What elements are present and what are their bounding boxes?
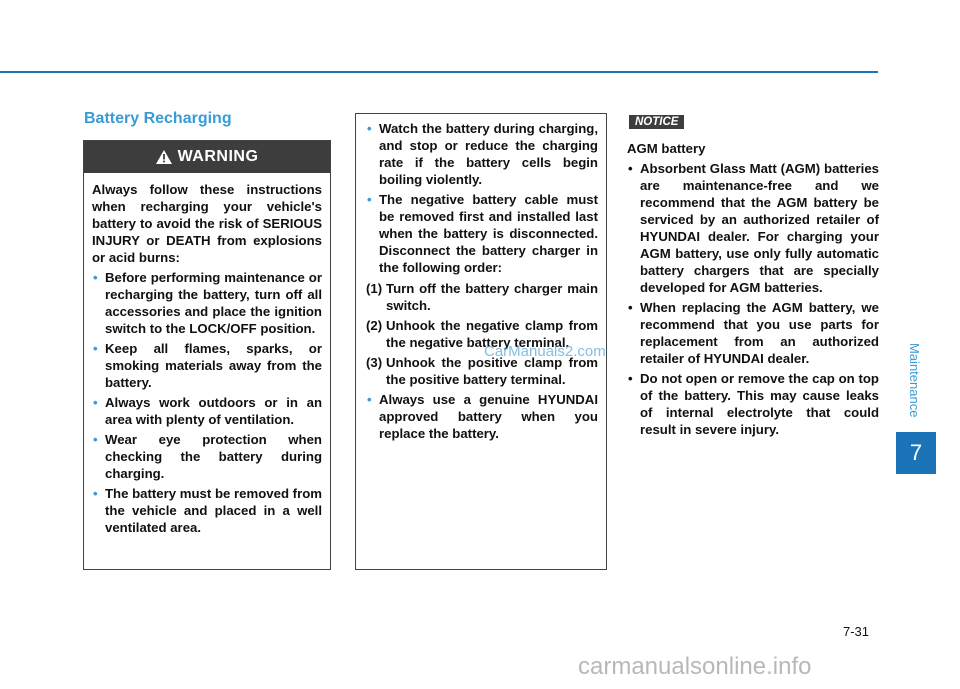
list-item: [92, 394, 322, 428]
list-item: [627, 370, 879, 438]
bullet-icon: •: [93, 432, 98, 447]
notice-heading: AGM battery: [627, 141, 706, 156]
header-rule: [0, 71, 878, 73]
list-item: [92, 485, 322, 536]
page-number: 7-31: [843, 624, 870, 639]
list-item: [627, 299, 879, 367]
list-item-text: The battery must be removed from the vehicle and placed in a well ventilated area.: [105, 486, 322, 535]
list-item-text: The negative battery cable must be removed first and installed last when the battery is disconnected. Disconnect the battery charger in the following order:: [379, 192, 598, 275]
bullet-icon: •: [628, 371, 633, 386]
list-item-text: Do not open or remove the cap on top of the battery. This may cause leaks of internal electrolyte that could result in severe injury.: [640, 371, 879, 437]
list-item: [92, 340, 322, 391]
list-item: [92, 269, 322, 337]
chapter-label: [906, 343, 926, 423]
list-item-text: Watch the battery during charging, and stop or reduce the charging rate if the battery cells begin boiling violently.: [379, 121, 598, 187]
list-item-text: Absorbent Glass Matt (AGM) batteries are maintenance-free and we recommend that the AGM battery be serviced by an authorized retailer of HYUNDAI dealer. For charging your AGM battery, use only fully automatic battery chargers that are specially developed for AGM batteries.: [640, 161, 879, 295]
list-item-text: Wear eye protection when checking the battery during charging.: [105, 432, 322, 481]
list-item: [92, 431, 322, 482]
bullet-icon: •: [628, 161, 633, 176]
warning-intro: Always follow these instructions when recharging your vehicle's battery to avoid the risk of SERIOUS INJURY or DEATH from explosions or acid burns:: [92, 182, 322, 265]
list-item: [366, 120, 598, 188]
chapter-tab: 7: [896, 432, 936, 474]
footer-watermark: carmanualsonline.info: [578, 653, 812, 680]
step-number: (3): [366, 355, 383, 370]
bullet-icon: •: [367, 392, 372, 407]
continuation-list-end: [366, 391, 598, 442]
list-item: [627, 160, 879, 296]
step-text: Unhook the negative clamp from the negative battery terminal.: [386, 318, 598, 350]
chapter-label-text: Maintenance: [907, 343, 922, 418]
step-text: Unhook the positive clamp from the positive battery terminal.: [386, 355, 598, 387]
bullet-icon: •: [93, 486, 98, 501]
step-item: [366, 280, 598, 314]
bullet-icon: •: [93, 395, 98, 410]
list-item-text: Always use a genuine HYUNDAI approved battery when you replace the battery.: [379, 392, 598, 441]
notice-content: [627, 140, 879, 438]
list-item: [366, 391, 598, 442]
warning-header: [84, 141, 330, 173]
warning-label: WARNING: [177, 148, 259, 165]
list-item: [366, 191, 598, 276]
list-item-text: When replacing the AGM battery, we recommend that you use parts for replacement from an authorized retailer of HYUNDAI dealer.: [640, 300, 879, 366]
continuation-list: [366, 120, 598, 276]
notice-list: [627, 160, 879, 438]
list-item-text: Keep all flames, sparks, or smoking materials away from the battery.: [105, 341, 322, 390]
inline-watermark: CarManuals2.com: [484, 343, 606, 360]
warning-body: [84, 173, 330, 536]
warning-triangle-icon: [156, 150, 172, 164]
bullet-icon: •: [93, 341, 98, 356]
warning-box: [83, 140, 331, 570]
step-number: (2): [366, 318, 383, 333]
list-item-text: Before performing maintenance or recharging the battery, turn off all accessories and place the ignition switch to the LOCK/OFF position.: [105, 270, 322, 336]
warning-list: [92, 269, 322, 536]
warning-continuation-box: [355, 113, 607, 570]
step-number: (1): [366, 281, 383, 296]
bullet-icon: •: [93, 270, 98, 285]
bullet-icon: •: [367, 121, 372, 136]
bullet-icon: •: [628, 300, 633, 315]
section-title: Battery Recharging: [84, 110, 232, 127]
bullet-icon: •: [367, 192, 372, 207]
notice-badge: NOTICE: [629, 115, 684, 129]
list-item-text: Always work outdoors or in an area with plenty of ventilation.: [105, 395, 322, 427]
disconnect-steps: [366, 280, 598, 388]
step-text: Turn off the battery charger main switch.: [386, 281, 598, 313]
